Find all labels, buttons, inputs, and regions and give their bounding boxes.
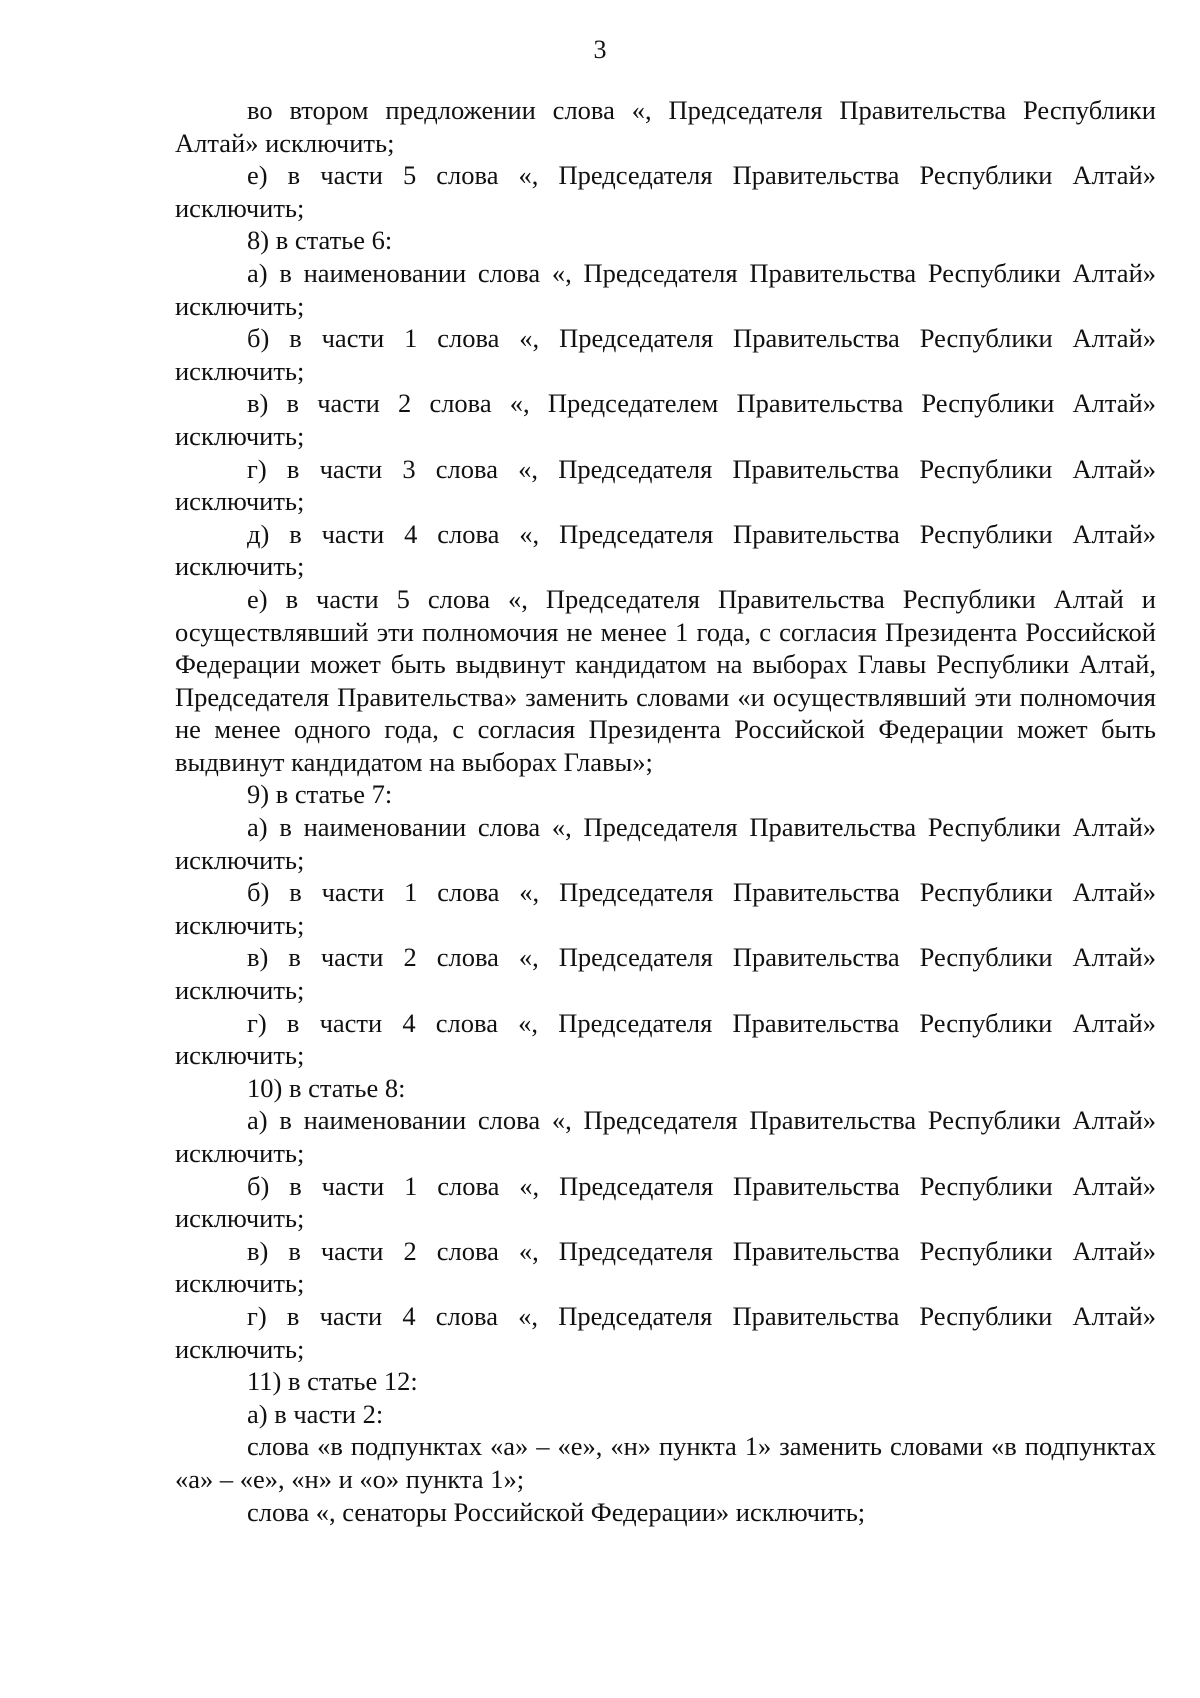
paragraph: 11) в статье 12: [247, 1366, 418, 1397]
paragraph: г) в части 4 слова «, Председателя Правительства Республики Алтай» исключить; [175, 1300, 1156, 1364]
paragraph: слова «в подпунктах «а» – «е», «н» пункта 1» заменить словами «в подпунктах «а» – «е», «н» и «о» пункта 1»; [175, 1431, 1156, 1494]
paragraph: б) в части 1 слова «, Председателя Правительства Республики Алтай» исключить; [175, 877, 1156, 940]
paragraph: 10) в статье 8: [247, 1072, 406, 1103]
paragraph: во втором предложении слова «, Председателя Правительства Республики Алтай» исключить; [175, 95, 1156, 158]
paragraph: слова «, сенаторы Российской Федерации» исключить; [247, 1496, 866, 1527]
paragraph: а) в наименовании слова «, Председателя Правительства Республики Алтай» исключить; [175, 812, 1156, 875]
paragraph: б) в части 1 слова «, Председателя Правительства Республики Алтай» исключить; [175, 323, 1156, 386]
paragraph: г) в части 4 слова «, Председателя Правительства Республики Алтай» исключить; [175, 1007, 1156, 1071]
paragraph: 9) в статье 7: [247, 779, 393, 810]
paragraph: а) в наименовании слова «, Председателя Правительства Республики Алтай» исключить; [175, 257, 1156, 321]
paragraph: в) в части 2 слова «, Председателем Правительства Республики Алтай» исключить; [175, 388, 1156, 451]
paragraph: б) в части 1 слова «, Председателя Правительства Республики Алтай» исключить; [175, 1170, 1156, 1234]
paragraph: а) в наименовании слова «, Председателя Правительства Республики Алтай» исключить; [175, 1105, 1156, 1168]
document-body [175, 94, 1156, 1528]
paragraph: е) в части 5 слова «, Председателя Правительства Республики Алтай» исключить; [175, 160, 1156, 223]
paragraph: г) в части 3 слова «, Председателя Правительства Республики Алтай» исключить; [175, 453, 1156, 517]
paragraph: в) в части 2 слова «, Председателя Правительства Республики Алтай» исключить; [175, 1235, 1156, 1299]
paragraph: в) в части 2 слова «, Председателя Правительства Республики Алтай» исключить; [175, 942, 1156, 1006]
paragraph: д) в части 4 слова «, Председателя Правительства Республики Алтай» исключить; [175, 518, 1156, 582]
paragraph: е) в части 5 слова «, Председателя Правительства Республики Алтай и осуществлявший эти полномочия не менее 1 года, с согласия Президента Российской Федерации может быть выдвинут кандидатом на выборах Главы Республики Алтай, Председателя Правительства» заменить словами «и осуществлявший эти полномочия не менее одного года, с согласия Президента Российской Федерации может быть выдвинут кандидатом на выборах Главы»; [175, 583, 1156, 777]
paragraph: а) в части 2: [247, 1398, 384, 1429]
paragraph: 8) в статье 6: [247, 225, 393, 256]
page-number: 3 [593, 35, 607, 64]
